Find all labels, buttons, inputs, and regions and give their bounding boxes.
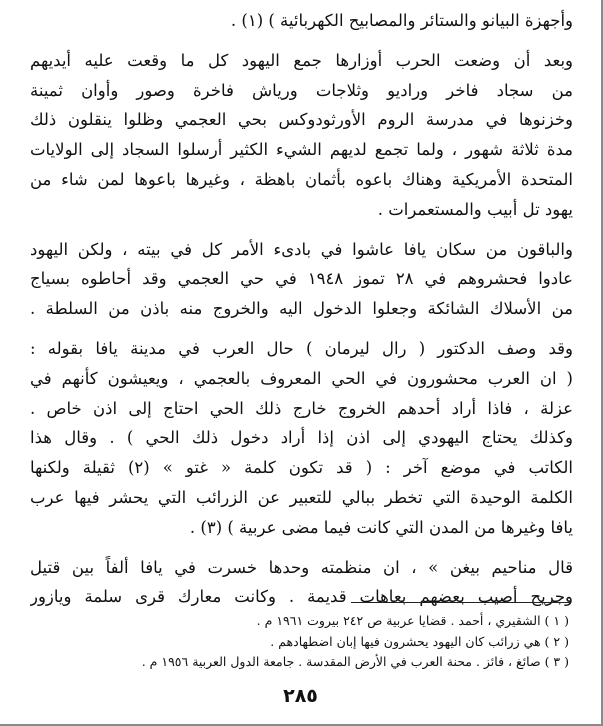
footnote-separator — [351, 602, 571, 603]
text-line: عادوا فحشروهم في ٢٨ تموز ١٩٤٨ في حي العجمي وقد أحاطوه بسياج — [30, 269, 573, 289]
text-line: قال مناحيم بيغن » ، ان منظمته وحدها خسرت في يافا ألفاً بين قتيل — [30, 557, 573, 577]
page-number: ٢٨٥ — [283, 685, 318, 707]
text-line: وبعد أن وضعت الحرب أوزارها جمع اليهود كل ما وقعت عليه أيديهم — [30, 50, 573, 70]
text-line: عزلة ، فاذا أراد أحدهم الخروج خارج ذلك الحي احتاج إلى اذن خاص . — [30, 398, 573, 418]
text-line: ( ان العرب محشورون في الحي المعروف بالعجمي ، ويعيشون كأنهم في — [30, 368, 573, 388]
text-line: والباقون من سكان يافا عاشوا في بادىء الأمر كل في بيته ، ولكن اليهود — [30, 239, 573, 259]
text-line: وخزنوها في مدرسة الروم الأورثودوكس بحي العجمي وظلوا ينقلون ذلك — [30, 110, 573, 130]
text-line: الكلمة الوحيدة التي تخطر ببالي للتعبير عن الزرائب التي يحشر فيها عرب — [30, 487, 573, 507]
text-line: من الأسلاك الشائكة وجعلوا الدخول اليه والخروج منه باذن من السلطة . — [30, 299, 573, 319]
text-line: الكاتب في موضع آخر : ( قد تكون كلمة « غتو » (٢) ثقيلة ولكنها — [30, 458, 573, 478]
text-line: مدة ثلاثة شهور ، ولما تجمع لديهم الشيء الكثير أرسلوا السجاد إلى الولايات — [30, 140, 573, 160]
text-line: وكذلك يحتاج اليهودي إلى اذن إذا أراد دخول ذلك الحي ) . وقال هذا — [30, 428, 573, 448]
footnotes — [90, 611, 569, 673]
text-line: وجريح أصيب بعضهم بعاهات قديمة . وكانت معارك قرى سلمة ويازور — [30, 587, 573, 607]
text-line: وقد وصف الدكتور ( رال ليرمان ) حال العرب في مدينة يافا بقوله : — [30, 338, 573, 358]
text-line: وأجهزة البيانو والستائر والمصابيح الكهربائية ) (١) . — [230, 11, 573, 30]
text-line: يافا وغيرها من المدن التي كانت فيما مضى عربية ) (٣) . — [189, 517, 573, 537]
footnote: ( ١ ) الشقيري ، أحمد . قضايا عربية ص ٢٤٢ بيروت ١٩٦١ م . — [256, 613, 569, 628]
text-line: المتحدة الأمريكية وهناك باعوه بأثمان باهظة ، وغيرها باعوها لمن شاء من — [30, 169, 573, 189]
footnote: ( ٣ ) صائغ ، فائز . محنة العرب في الأرض المقدسة . جامعة الدول العربية ١٩٥٦ م . — [141, 654, 569, 669]
body-text — [30, 6, 573, 612]
text-line: يهود تل أبيب والمستعمرات . — [377, 199, 573, 219]
footnote: ( ٢ ) هي زرائب كان اليهود يحشرون فيها إبان اضطهادهم . — [270, 633, 569, 649]
text-line: من سجاد فاخر وراديو وثلاجات ورياش فاخرة وصور وأوان ثمينة — [30, 80, 573, 100]
